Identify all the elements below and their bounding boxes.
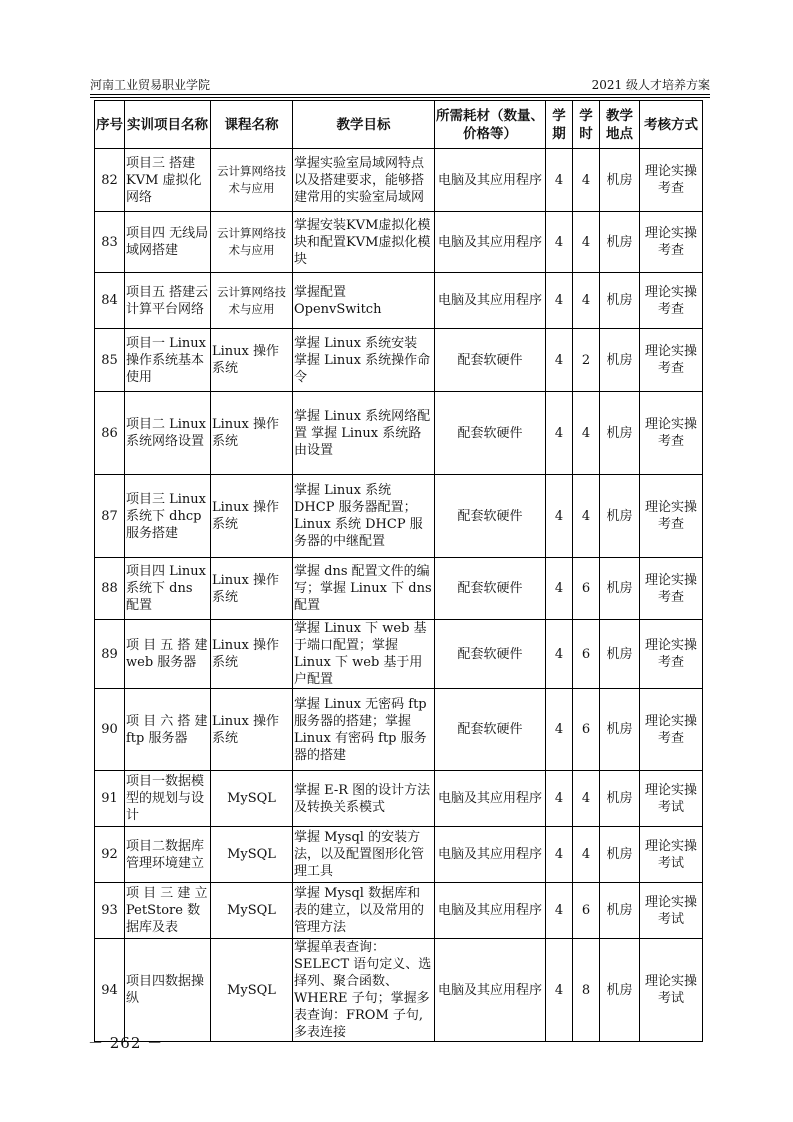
- cell-goal: 掌握 Linux 无密码 ftp 服务器的搭建；掌握 Linux 有密码 ftp 服务器的搭建: [293, 689, 435, 771]
- cell-no: 92: [95, 827, 125, 883]
- cell-hours: 4: [573, 212, 600, 273]
- cell-no: 85: [95, 329, 125, 392]
- cell-exam: 理论实操考查: [640, 273, 703, 329]
- cell-goal: 掌握 Linux 系统网络配置 掌握 Linux 系统路由设置: [293, 392, 435, 475]
- header-no: 序号: [95, 101, 125, 149]
- training-projects-table: [94, 100, 703, 1042]
- cell-course: Linux 操作系统: [211, 475, 293, 558]
- cell-hours: 2: [573, 329, 600, 392]
- cell-hours: 8: [573, 939, 600, 1042]
- cell-course: 云计算网络技术与应用: [211, 273, 293, 329]
- cell-course: MySQL: [211, 939, 293, 1042]
- cell-place: 机房: [600, 149, 640, 212]
- page-header: [90, 76, 710, 94]
- table-row: [95, 149, 703, 212]
- cell-materials: 电脑及其应用程序: [435, 273, 546, 329]
- cell-no: 83: [95, 212, 125, 273]
- cell-project: 项目四 无线局域网搭建: [125, 212, 211, 273]
- header-doc-title: 2021 级人才培养方案: [591, 78, 710, 92]
- cell-hours: 4: [573, 475, 600, 558]
- cell-place: 机房: [600, 689, 640, 771]
- cell-goal: 掌握 Mysql 数据库和表的建立，以及常用的管理方法: [293, 883, 435, 939]
- cell-project: 项目二 Linux 系统网络设置: [125, 392, 211, 475]
- cell-project: 项 目 五 搭 建 web 服务器: [125, 620, 211, 689]
- cell-project: 项目五 搭建云计算平台网络: [125, 273, 211, 329]
- cell-goal: 掌握单表查询：SELECT 语句定义、选择列、聚合函数、WHERE 子句；掌握多表查询：FROM 子句,多表连接: [293, 939, 435, 1042]
- cell-hours: 4: [573, 149, 600, 212]
- cell-materials: 电脑及其应用程序: [435, 827, 546, 883]
- header-exam: 考核方式: [640, 101, 703, 149]
- cell-hours: 4: [573, 273, 600, 329]
- cell-project: 项目三 搭建KVM 虚拟化网络: [125, 149, 211, 212]
- cell-place: 机房: [600, 273, 640, 329]
- table-row: [95, 558, 703, 620]
- cell-goal: 掌握安装KVM虚拟化模块和配置KVM虚拟化模块: [293, 212, 435, 273]
- cell-term: 4: [546, 620, 573, 689]
- cell-place: 机房: [600, 827, 640, 883]
- cell-no: 91: [95, 771, 125, 827]
- cell-goal: 掌握 Linux 系统安装 掌握 Linux 系统操作命令: [293, 329, 435, 392]
- table-row: [95, 212, 703, 273]
- cell-place: 机房: [600, 771, 640, 827]
- cell-term: 4: [546, 475, 573, 558]
- cell-goal: 掌握实验室局域网特点以及搭建要求，能够搭建常用的实验室局域网: [293, 149, 435, 212]
- cell-project: 项目四数据操纵: [125, 939, 211, 1042]
- header-rule-thin: [90, 97, 710, 98]
- header-goal: 教学目标: [293, 101, 435, 149]
- cell-exam: 理论实操考查: [640, 212, 703, 273]
- table-row: [95, 827, 703, 883]
- cell-term: 4: [546, 558, 573, 620]
- cell-hours: 4: [573, 827, 600, 883]
- table-header-row: [95, 101, 703, 149]
- cell-goal: 掌握 Linux 下 web 基于端口配置；掌握 Linux 下 web 基于用户配置: [293, 620, 435, 689]
- cell-materials: 配套软硬件: [435, 329, 546, 392]
- cell-no: 94: [95, 939, 125, 1042]
- cell-course: Linux 操作系统: [211, 620, 293, 689]
- cell-materials: 配套软硬件: [435, 620, 546, 689]
- cell-hours: 6: [573, 620, 600, 689]
- cell-place: 机房: [600, 212, 640, 273]
- table-row: [95, 329, 703, 392]
- header-place: 教学地点: [600, 101, 640, 149]
- cell-term: 4: [546, 883, 573, 939]
- cell-term: 4: [546, 392, 573, 475]
- cell-place: 机房: [600, 558, 640, 620]
- table-row: [95, 883, 703, 939]
- cell-project: 项 目 三 建 立 PetStore 数据库及表: [125, 883, 211, 939]
- table-row: [95, 475, 703, 558]
- table-row: [95, 689, 703, 771]
- cell-place: 机房: [600, 329, 640, 392]
- cell-exam: 理论实操考查: [640, 558, 703, 620]
- header-term: 学期: [546, 101, 573, 149]
- table-row: [95, 392, 703, 475]
- cell-project: 项目一数据模型的规划与设计: [125, 771, 211, 827]
- header-course: 课程名称: [211, 101, 293, 149]
- cell-term: 4: [546, 329, 573, 392]
- cell-materials: 电脑及其应用程序: [435, 939, 546, 1042]
- cell-materials: 配套软硬件: [435, 392, 546, 475]
- cell-place: 机房: [600, 392, 640, 475]
- cell-exam: 理论实操考查: [640, 149, 703, 212]
- cell-materials: 电脑及其应用程序: [435, 149, 546, 212]
- cell-no: 89: [95, 620, 125, 689]
- cell-term: 4: [546, 939, 573, 1042]
- cell-course: Linux 操作系统: [211, 392, 293, 475]
- cell-no: 88: [95, 558, 125, 620]
- cell-no: 87: [95, 475, 125, 558]
- cell-goal: 掌握 dns 配置文件的编写；掌握 Linux 下 dns 配置: [293, 558, 435, 620]
- cell-course: MySQL: [211, 883, 293, 939]
- table-row: [95, 273, 703, 329]
- cell-course: 云计算网络技术与应用: [211, 149, 293, 212]
- cell-materials: 电脑及其应用程序: [435, 212, 546, 273]
- cell-course: MySQL: [211, 827, 293, 883]
- cell-project: 项目一 Linux 操作系统基本使用: [125, 329, 211, 392]
- table-row: [95, 771, 703, 827]
- header-project: 实训项目名称: [125, 101, 211, 149]
- cell-exam: 理论实操考查: [640, 689, 703, 771]
- cell-hours: 4: [573, 771, 600, 827]
- cell-no: 82: [95, 149, 125, 212]
- cell-hours: 6: [573, 558, 600, 620]
- cell-course: Linux 操作系统: [211, 558, 293, 620]
- cell-exam: 理论实操考试: [640, 939, 703, 1042]
- table-row: [95, 620, 703, 689]
- cell-course: MySQL: [211, 771, 293, 827]
- cell-no: 86: [95, 392, 125, 475]
- cell-exam: 理论实操考试: [640, 827, 703, 883]
- cell-term: 4: [546, 771, 573, 827]
- cell-materials: 配套软硬件: [435, 689, 546, 771]
- cell-exam: 理论实操考试: [640, 883, 703, 939]
- cell-place: 机房: [600, 883, 640, 939]
- cell-term: 4: [546, 149, 573, 212]
- cell-no: 84: [95, 273, 125, 329]
- header-school-name: 河南工业贸易职业学院: [90, 78, 211, 92]
- cell-course: Linux 操作系统: [211, 329, 293, 392]
- cell-project: 项目三 Linux 系统下 dhcp 服务搭建: [125, 475, 211, 558]
- cell-place: 机房: [600, 620, 640, 689]
- cell-term: 4: [546, 273, 573, 329]
- cell-exam: 理论实操考查: [640, 620, 703, 689]
- cell-place: 机房: [600, 939, 640, 1042]
- cell-hours: 4: [573, 392, 600, 475]
- cell-term: 4: [546, 689, 573, 771]
- cell-materials: 配套软硬件: [435, 558, 546, 620]
- cell-materials: 配套软硬件: [435, 475, 546, 558]
- cell-no: 93: [95, 883, 125, 939]
- cell-hours: 6: [573, 689, 600, 771]
- cell-no: 90: [95, 689, 125, 771]
- header-rule: [90, 94, 710, 95]
- header-hours: 学时: [573, 101, 600, 149]
- cell-exam: 理论实操考查: [640, 475, 703, 558]
- cell-project: 项目二数据库管理环境建立: [125, 827, 211, 883]
- page-number: － 262 －: [88, 1034, 164, 1052]
- cell-goal: 掌握 E-R 图的设计方法及转换关系模式: [293, 771, 435, 827]
- cell-course: 云计算网络技术与应用: [211, 212, 293, 273]
- cell-course: Linux 操作系统: [211, 689, 293, 771]
- cell-exam: 理论实操考试: [640, 771, 703, 827]
- cell-goal: 掌握 Mysql 的安装方法，以及配置图形化管理工具: [293, 827, 435, 883]
- cell-exam: 理论实操考查: [640, 392, 703, 475]
- cell-term: 4: [546, 212, 573, 273]
- header-materials: 所需耗材（数量、价格等）: [435, 101, 546, 149]
- cell-exam: 理论实操考查: [640, 329, 703, 392]
- cell-project: 项 目 六 搭 建 ftp 服务器: [125, 689, 211, 771]
- cell-goal: 掌握 Linux 系统 DHCP 服务器配置；Linux 系统 DHCP 服务器的中继配置: [293, 475, 435, 558]
- cell-materials: 电脑及其应用程序: [435, 771, 546, 827]
- cell-place: 机房: [600, 475, 640, 558]
- cell-hours: 6: [573, 883, 600, 939]
- cell-goal: 掌握配置 OpenvSwitch: [293, 273, 435, 329]
- cell-term: 4: [546, 827, 573, 883]
- cell-materials: 电脑及其应用程序: [435, 883, 546, 939]
- table-row: [95, 939, 703, 1042]
- cell-project: 项目四 Linux 系统下 dns 配置: [125, 558, 211, 620]
